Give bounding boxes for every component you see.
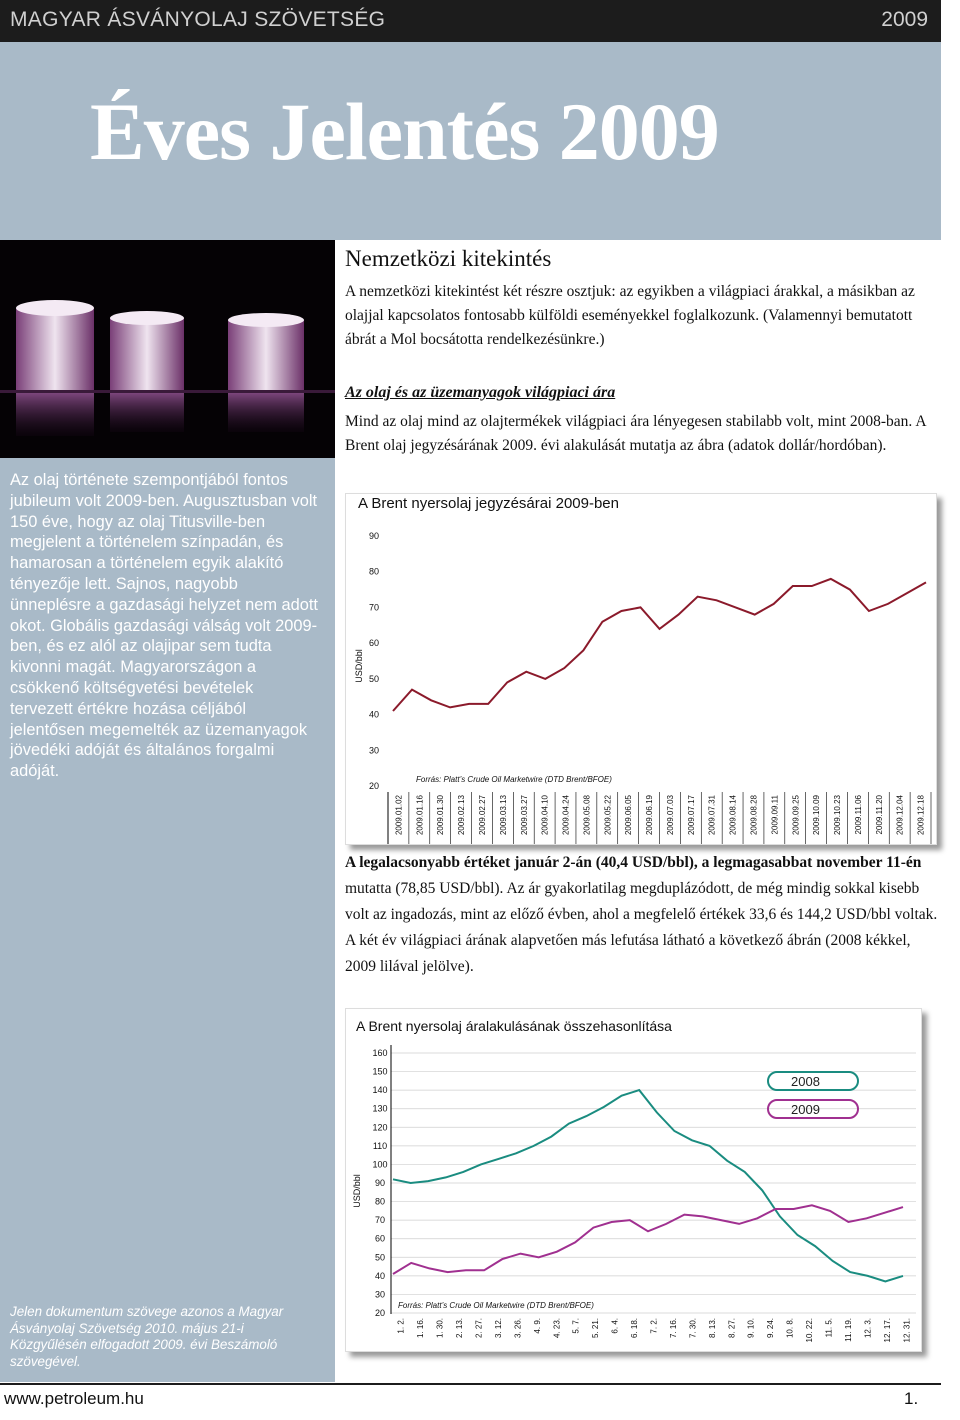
chart2-xtick: 3. 26. — [513, 1318, 523, 1339]
chart1-ytick: 30 — [368, 745, 380, 756]
sidebar-footnote: Jelen dokumentum szövege azonos a Magyar Ásványolaj Szövetség 2010. május 21-i Közgyűlésén elfogadott 2009. évi Beszámoló szövegével. — [10, 1304, 284, 1369]
paragraph-prices: Mind az olaj mind az olajtermékek világpiaci ára lényegesen stabilabb volt, mint 2008-ban. A Brent olaj jegyzésárának 2009. évi alakulását mutatja az ábra (adatok dollár/hordóban). — [345, 413, 926, 454]
chart1-xtick: 2009.03.27 — [519, 795, 529, 836]
chart2-xtick: 1. 16. — [416, 1318, 426, 1339]
sidebar-text: Az olaj története szempontjából fontos jubileum volt 2009-ben. Augusztusban volt 150 éve, hogy az olaj Titusville-ben megjelent a történelem színpadán, és hamarosan a történelem egyik alakító tényezője lett. Sajnos, nagyobb ünneplésre a gazdasági helyzet nem adott okot. Globális gazdasági válság volt 2009-ben, és ez alól az olajipar sem tudta kivonni magát. Magyarországon a csökkenő költségvetési bevételek tervezett értékre hozása céljából jelentősen megemelték az üzemanyagok jövedéki adóját és általános forgalmi adóját. — [10, 471, 318, 781]
chart2-xtick: 9. 10. — [746, 1318, 756, 1339]
brent-2009-chart — [345, 493, 937, 845]
tank-3 — [228, 313, 304, 432]
chart1-xtick: 2009.05.08 — [582, 795, 592, 836]
chart2-xtick: 2. 27. — [474, 1318, 484, 1339]
chart2-ytick: 50 — [374, 1252, 386, 1263]
legend-2009-label: 2009 — [791, 1102, 820, 1117]
footer-rule — [0, 1383, 941, 1385]
chart1-xtick: 2009.09.25 — [791, 795, 801, 836]
chart1-xtick: 2009.01.16 — [415, 795, 425, 836]
chart1-xtick: 2009.08.28 — [749, 795, 759, 836]
extremes-rest-text: mutatta (78,85 USD/bbl). Az ár gyakorlatilag megduplázódott, de még mindig sokkal kisebb volt az ingadozás, mint az előző évben, ahol a megfelelő értékek 33,6 és 144,2 USD/bbl voltak. A két év világpiaci árának alapvetően más lefutása látható a következő ábrán (2008 kékkel, 2009 lilával jelölve). — [345, 880, 938, 975]
chart1-xtick: 2009.03.13 — [498, 795, 508, 836]
chart2-xtick: 10. 8. — [785, 1318, 795, 1339]
chart1-xtick: 2009.10.09 — [812, 795, 822, 836]
chart1-ytick: 80 — [368, 566, 380, 577]
chart1-xtick: 2009.07.17 — [686, 795, 696, 836]
page-number: 1. — [904, 1389, 919, 1408]
chart1-xtick: 2009.11.20 — [874, 795, 884, 835]
brent-comparison-chart — [345, 1008, 922, 1352]
chart2-series-2009 — [393, 1205, 903, 1274]
chart1-ytick: 50 — [368, 673, 380, 684]
chart2-ytick: 30 — [374, 1289, 386, 1300]
chart2-ytick: 60 — [374, 1233, 386, 1244]
chart2-xtick: 5. 7. — [571, 1318, 581, 1334]
paragraph-extremes — [345, 850, 939, 980]
oil-tanks-photo — [0, 240, 335, 458]
chart2-xtick: 12. 31. — [902, 1318, 912, 1343]
chart2-xtick: 11. 5. — [824, 1318, 834, 1338]
tank-2 — [110, 311, 184, 432]
chart2-ytick: 120 — [372, 1122, 388, 1133]
chart2-xtick: 4. 9. — [532, 1318, 542, 1334]
chart2-ytick: 80 — [374, 1196, 386, 1207]
chart1-xtick: 2009.06.05 — [624, 795, 634, 836]
chart2-xtick: 7. 16. — [668, 1318, 678, 1339]
subsection-title: Az olaj és az üzemanyagok világpiaci ára — [345, 384, 616, 401]
chart2-ytick: 160 — [372, 1048, 388, 1058]
chart2-ytick: 100 — [372, 1159, 388, 1170]
chart2-xtick: 6. 4. — [610, 1318, 620, 1334]
chart2-xtick: 7. 30. — [688, 1318, 698, 1339]
chart2-ytick: 70 — [374, 1215, 386, 1226]
chart2-xtick: 11. 19. — [843, 1318, 853, 1342]
tank-1 — [16, 300, 94, 436]
intro-paragraph: A nemzetközi kitekintést két részre osztjuk: az egyikben a világpiaci árakkal, a másikban az olajjal kapcsolatos fontosabb külföldi eseményekkel foglalkozunk. (Valamennyi bemutatott ábrát a Mol bocsátotta rendelkezésünkre.) — [345, 283, 915, 348]
chart1-xtick: 2009.08.14 — [728, 795, 738, 836]
header-year: 2009 — [881, 8, 928, 31]
chart1-xtick: 2009.12.18 — [916, 795, 926, 836]
chart1-xtick: 2009.02.27 — [477, 795, 487, 836]
website-link[interactable]: www.petroleum.hu — [4, 1389, 144, 1408]
chart1-xtick: 2009.11.06 — [853, 795, 863, 835]
chart2-source: Forrás: Platt’s Crude Oil Marketwire (DTD Brent/BFOE) — [398, 1301, 594, 1310]
chart2-xtick: 9. 24. — [766, 1318, 776, 1339]
chart2-xtick: 8. 27. — [727, 1318, 737, 1339]
chart1-xtick: 2009.01.02 — [394, 795, 404, 836]
chart2-xtick: 4. 23. — [552, 1318, 562, 1339]
chart2-xtick: 1. 2. — [396, 1318, 406, 1334]
chart1-ytick: 40 — [368, 709, 380, 720]
chart1-xtick: 2009.01.30 — [436, 795, 446, 836]
chart1-xtick: 2009.05.22 — [603, 795, 613, 836]
chart2-xtick: 1. 30. — [435, 1318, 445, 1339]
chart2-xtick: 2. 13. — [455, 1318, 465, 1339]
chart1-ytick: 90 — [368, 531, 380, 541]
chart2-xtick: 10. 22. — [805, 1318, 815, 1343]
chart1-ytick: 70 — [368, 602, 380, 613]
chart2-xtick: 7. 2. — [649, 1318, 659, 1334]
section-title: Nemzetközi kitekintés — [345, 246, 552, 271]
chart1-xtick: 2009.09.11 — [770, 795, 780, 835]
chart2-ylabel: USD/bbl — [352, 1174, 362, 1208]
chart2-ytick: 20 — [374, 1308, 386, 1318]
chart1-ytick: 20 — [368, 781, 380, 791]
chart1-xtick: 2009.04.10 — [540, 795, 550, 836]
chart2-ytick: 40 — [374, 1270, 386, 1281]
chart1-source: Forrás: Platt’s Crude Oil Marketwire (DTD Brent/BFOE) — [416, 775, 612, 784]
chart2-ytick: 130 — [372, 1103, 388, 1114]
chart1-xtick: 2009.07.31 — [707, 795, 717, 836]
extremes-bold-text: A legalacsonyabb értéket január 2-án (40,4 USD/bbl), a legmagasabbat november 11-én — [345, 854, 922, 871]
chart2-xtick: 6. 18. — [630, 1318, 640, 1339]
chart1-xtick: 2009.06.19 — [645, 795, 655, 836]
chart1-xtick: 2009.07.03 — [665, 795, 675, 836]
chart2-ytick: 110 — [372, 1140, 388, 1151]
chart2-xtick: 5. 21. — [591, 1318, 601, 1339]
chart1-title: A Brent nyersolaj jegyzésárai 2009-ben — [358, 495, 619, 512]
chart2-xtick: 12. 3. — [863, 1318, 873, 1339]
chart2-ytick: 150 — [372, 1066, 388, 1077]
chart2-ytick: 90 — [374, 1178, 386, 1188]
chart1-xtick: 2009.04.24 — [561, 795, 571, 836]
chart1-series-2009 — [393, 579, 926, 711]
legend-2008-label: 2008 — [791, 1074, 820, 1089]
chart1-xtick: 2009.10.23 — [833, 795, 843, 836]
chart1-ytick: 60 — [368, 638, 380, 649]
chart1-ylabel: USD/bbl — [354, 649, 364, 683]
organization-name: MAGYAR ÁSVÁNYOLAJ SZÖVETSÉG — [10, 8, 386, 31]
report-title: Éves Jelentés 2009 — [90, 86, 719, 177]
chart1-xtick: 2009.02.13 — [457, 795, 467, 836]
chart2-title: A Brent nyersolaj áralakulásának összehasonlítása — [356, 1018, 672, 1034]
chart2-ytick: 140 — [372, 1085, 388, 1096]
chart2-xtick: 8. 13. — [707, 1318, 717, 1339]
chart2-legend — [768, 1072, 858, 1118]
chart2-xtick: 3. 12. — [493, 1318, 503, 1339]
chart1-xtick: 2009.12.04 — [895, 795, 905, 836]
chart2-xtick: 12. 17. — [882, 1318, 892, 1343]
